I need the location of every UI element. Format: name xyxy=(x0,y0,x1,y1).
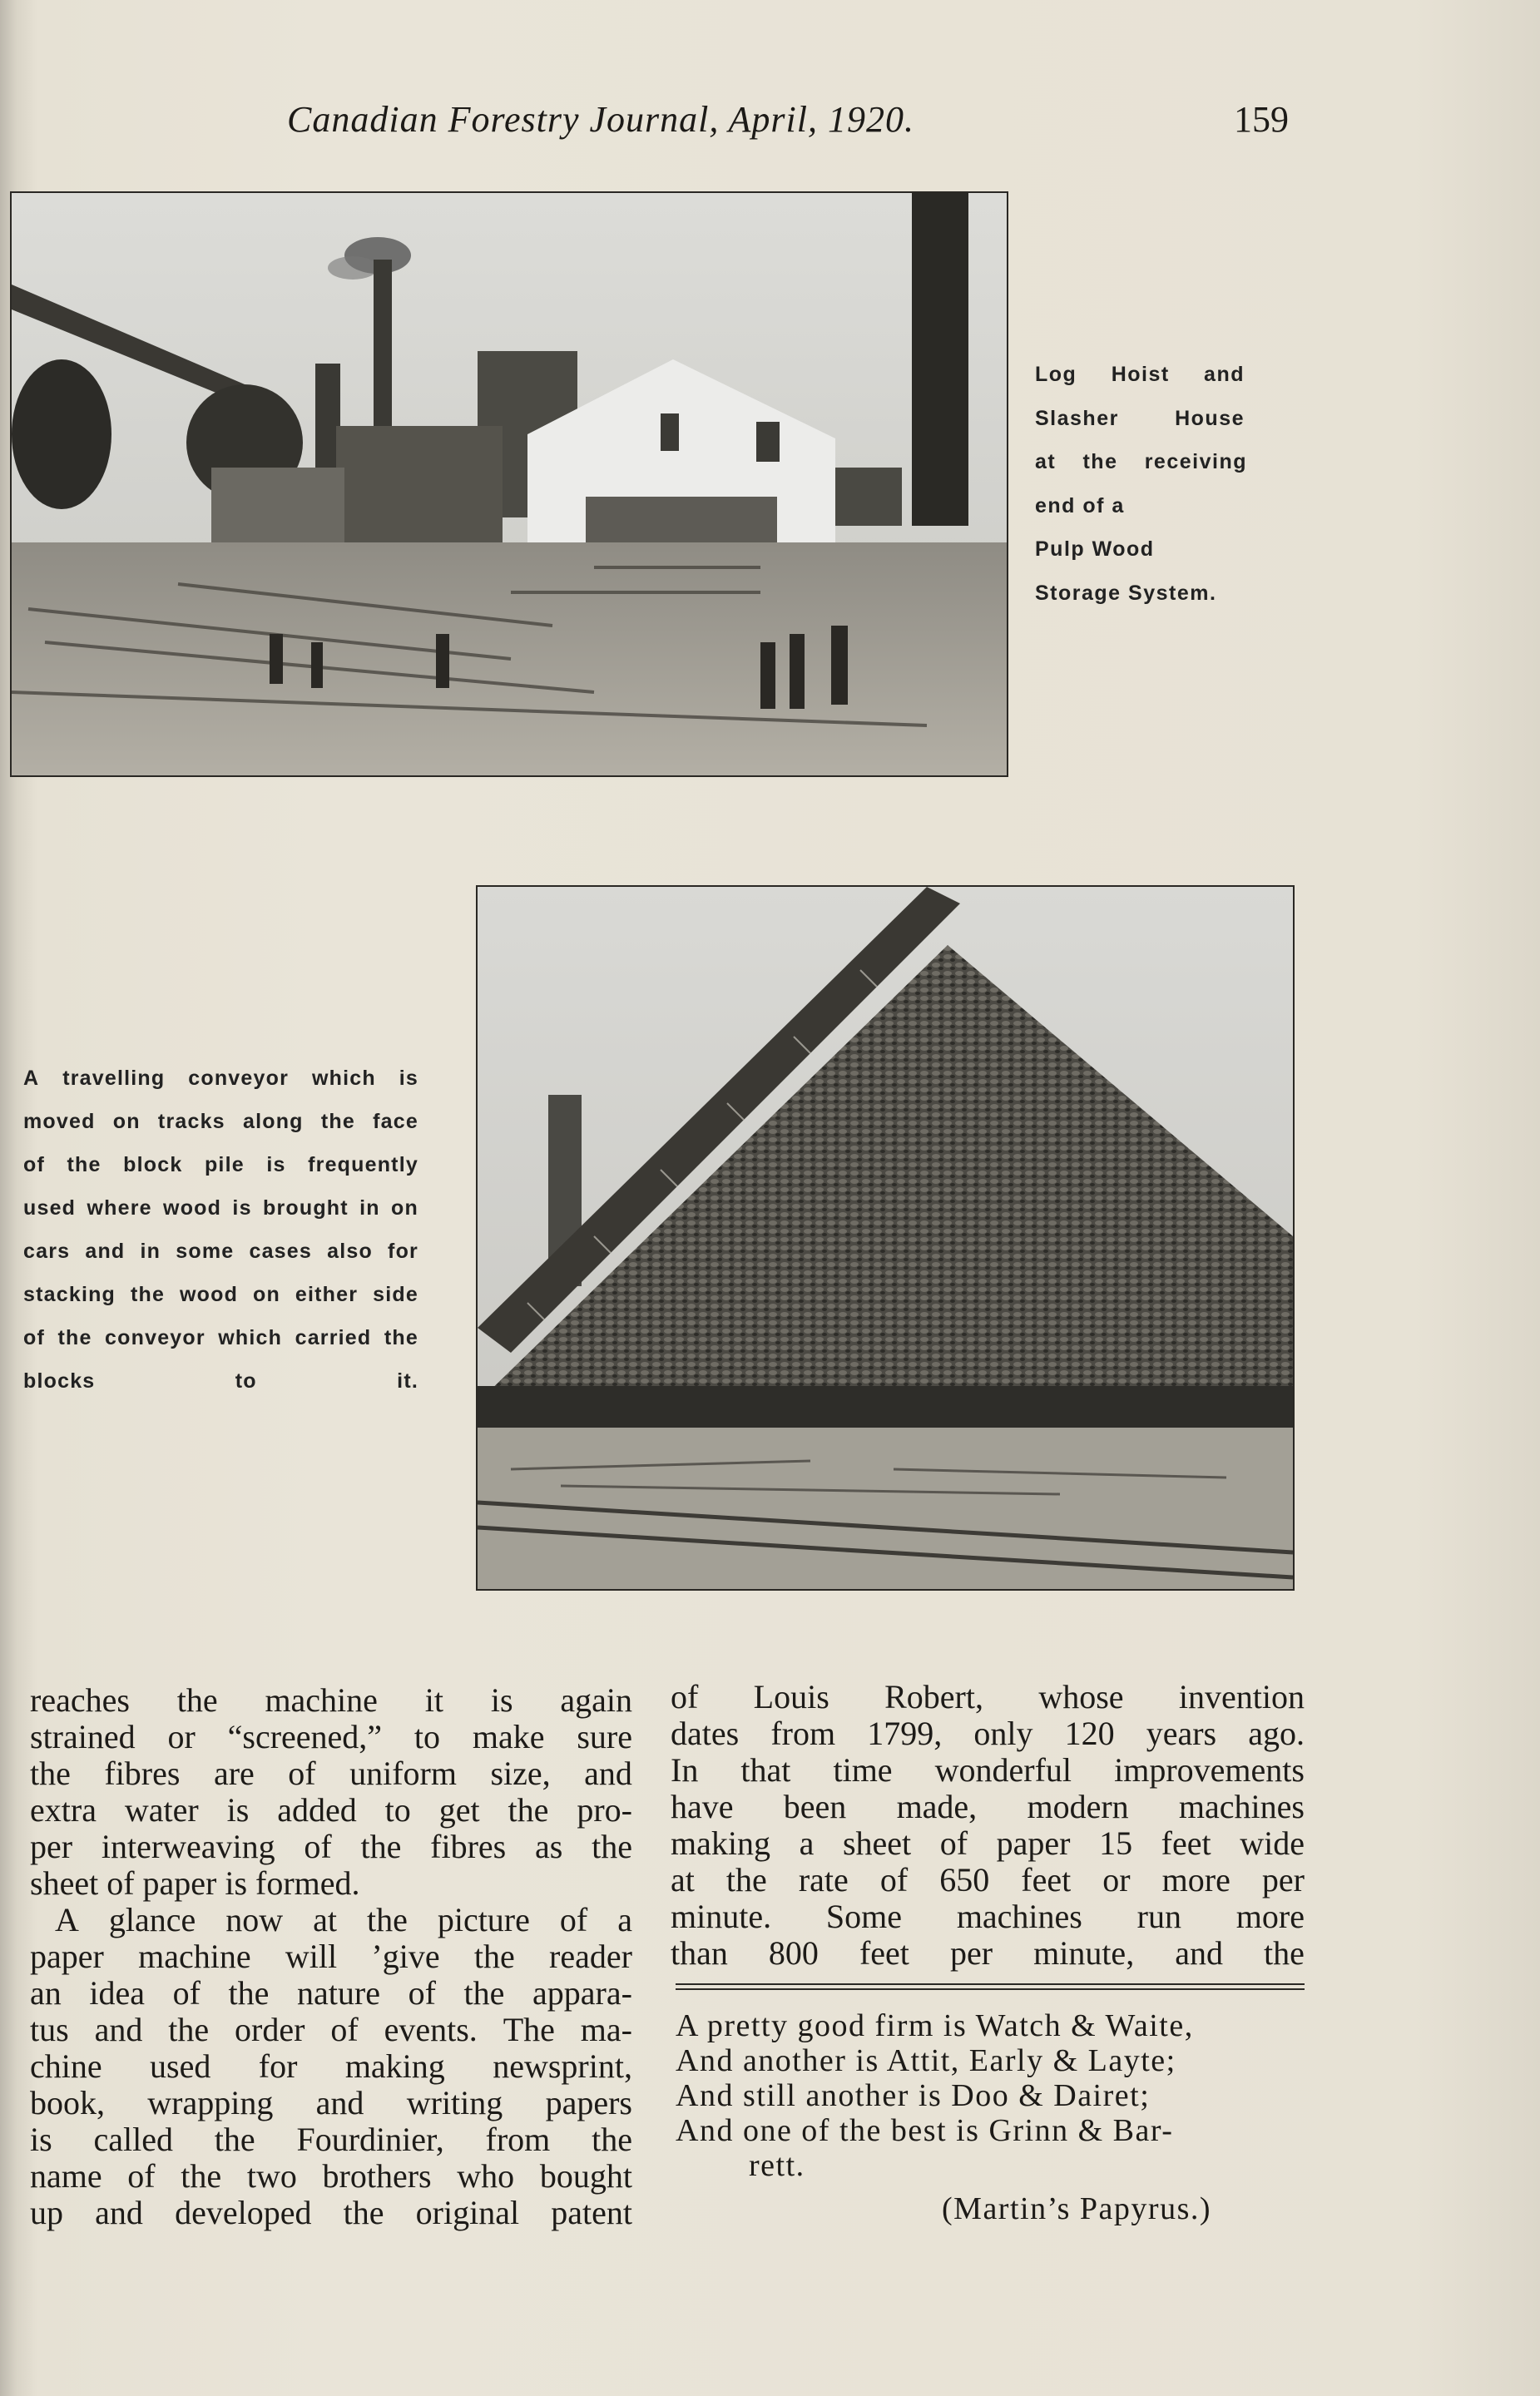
word: and xyxy=(584,1755,632,1792)
word: A xyxy=(23,1067,40,1090)
caption-line xyxy=(1035,440,1247,484)
word: per xyxy=(30,1828,73,1865)
word: size, xyxy=(490,1755,551,1792)
word: again xyxy=(560,1681,632,1719)
word: where xyxy=(87,1196,152,1220)
word: ago. xyxy=(1248,1715,1305,1752)
word: machine xyxy=(138,1938,251,1975)
double-rule-divider xyxy=(676,1983,1305,1990)
text-line: sheet of paper is formed. xyxy=(30,1864,360,1902)
word: face xyxy=(373,1110,418,1133)
word: developed xyxy=(175,2194,312,2231)
text-line xyxy=(671,1862,1305,1898)
text-line xyxy=(671,1825,1305,1862)
word: 800 xyxy=(768,1934,819,1972)
word: interweaving xyxy=(101,1828,275,1865)
word: In xyxy=(671,1751,699,1789)
word: more xyxy=(1161,1861,1231,1898)
verse-line: And still another is Doo & Dairet; xyxy=(676,2078,1151,2113)
word: as xyxy=(535,1828,563,1865)
word: used xyxy=(23,1196,77,1220)
word: or xyxy=(167,1718,196,1755)
word: of xyxy=(23,1326,45,1349)
word: minute. xyxy=(671,1898,772,1935)
word: feet xyxy=(859,1934,909,1972)
word: pile xyxy=(204,1153,245,1176)
text-line xyxy=(671,1715,1305,1752)
text-line xyxy=(30,1902,632,1938)
word: making xyxy=(671,1824,770,1862)
text-line xyxy=(671,1679,1305,1715)
caption-line xyxy=(1035,397,1245,441)
word: improvements xyxy=(1114,1751,1305,1789)
word: in xyxy=(140,1240,161,1263)
word: the xyxy=(473,1938,515,1975)
word: which xyxy=(311,1067,376,1090)
word: book, xyxy=(30,2084,105,2121)
word: dates xyxy=(671,1715,740,1752)
word: extra xyxy=(30,1791,97,1829)
word: tracks xyxy=(157,1110,225,1133)
word: at xyxy=(1035,450,1057,473)
word: from xyxy=(770,1715,836,1752)
word: brought xyxy=(262,1196,349,1220)
verse-attribution: (Martin’s Papyrus.) xyxy=(942,2191,1212,2226)
text-line xyxy=(30,2121,632,2158)
word: that xyxy=(740,1751,791,1789)
word: of xyxy=(172,1974,201,2012)
word: and xyxy=(85,1240,126,1263)
word: machines xyxy=(1178,1788,1305,1825)
word: uniform xyxy=(349,1755,457,1792)
word: brothers xyxy=(322,2157,432,2195)
word: a xyxy=(799,1824,815,1862)
word: idea xyxy=(89,1974,145,2012)
word: it xyxy=(424,1681,443,1719)
word: order xyxy=(235,2011,305,2048)
word: up xyxy=(30,2194,63,2231)
word: who xyxy=(457,2157,515,2195)
word: reader xyxy=(549,1938,632,1975)
word: “screened,” xyxy=(227,1718,383,1755)
word: moved xyxy=(23,1110,96,1133)
running-header: Canadian Forestry Journal, April, 1920. xyxy=(287,99,914,140)
word: of xyxy=(23,1153,45,1176)
word: at xyxy=(313,1901,337,1938)
word: the xyxy=(592,2121,632,2158)
word: the xyxy=(176,1681,218,1719)
word: for xyxy=(388,1240,418,1263)
word: the xyxy=(214,2121,255,2158)
word: is xyxy=(399,1067,418,1090)
word: side xyxy=(373,1283,418,1306)
word: stacking xyxy=(23,1283,116,1306)
verse-line: rett. xyxy=(749,2148,805,2183)
word: now xyxy=(225,1901,284,1938)
word: fibres xyxy=(104,1755,181,1792)
word: paper xyxy=(30,1938,104,1975)
caption-line xyxy=(23,1230,418,1273)
text-line xyxy=(30,2012,632,2048)
word: name xyxy=(30,2157,102,2195)
verse-line: And another is Attit, Early & Layte; xyxy=(676,2043,1176,2078)
word: whose xyxy=(1038,1678,1124,1715)
word: conveyor xyxy=(188,1067,290,1090)
word: is xyxy=(490,1681,513,1719)
word: newsprint, xyxy=(493,2047,632,2085)
word: ma- xyxy=(580,2011,632,2048)
word: added xyxy=(277,1791,357,1829)
word: and xyxy=(1175,1934,1223,1972)
word: the xyxy=(57,1326,92,1349)
word: the xyxy=(168,2011,210,2048)
caption-line xyxy=(23,1143,418,1186)
word: the xyxy=(228,1974,270,2012)
word: tus xyxy=(30,2011,69,2048)
photo2-caption xyxy=(23,1057,418,1403)
word: the xyxy=(1082,450,1118,473)
text-line xyxy=(30,1755,632,1792)
word: time xyxy=(833,1751,893,1789)
caption-line xyxy=(23,1100,418,1143)
word: wonderful xyxy=(934,1751,1072,1789)
text-line xyxy=(30,2048,632,2085)
word: feet xyxy=(1161,1824,1211,1862)
word: patent xyxy=(551,2194,632,2231)
word: along xyxy=(242,1110,304,1133)
word: making xyxy=(344,2047,445,2085)
word: machines xyxy=(956,1898,1082,1935)
text-line xyxy=(30,1829,632,1865)
word: of xyxy=(127,2157,156,2195)
word: sheet xyxy=(842,1824,912,1862)
word: minute, xyxy=(1033,1934,1135,1972)
word: The xyxy=(503,2011,555,2048)
text-line xyxy=(30,1938,632,1975)
word: of xyxy=(671,1678,699,1715)
word: and xyxy=(95,2194,143,2231)
word: Fourdinier, xyxy=(296,2121,444,2158)
word: cases xyxy=(249,1240,312,1263)
word: House xyxy=(1175,406,1245,430)
word: Robert, xyxy=(884,1678,983,1715)
caption-line xyxy=(23,1273,418,1316)
text-line xyxy=(671,1898,1305,1935)
word: per xyxy=(1261,1861,1305,1898)
block-pile-conveyor-photo xyxy=(476,885,1295,1591)
word: rate xyxy=(798,1861,849,1898)
word: appara- xyxy=(532,1974,632,2012)
text-line xyxy=(30,1682,632,1719)
word: the xyxy=(508,1791,549,1829)
word: reaches xyxy=(30,1681,130,1719)
word: on xyxy=(253,1283,280,1306)
word: the xyxy=(30,1755,71,1792)
text-line xyxy=(30,2085,632,2121)
word: paper xyxy=(996,1824,1071,1862)
text-line xyxy=(30,2158,632,2195)
word: writing xyxy=(406,2084,503,2121)
word: only xyxy=(973,1715,1033,1752)
word: or xyxy=(1102,1861,1131,1898)
word: picture xyxy=(437,1901,530,1938)
caption-line: Storage System. xyxy=(1035,581,1217,605)
word: called xyxy=(93,2121,173,2158)
word: Some xyxy=(825,1898,903,1935)
text-line xyxy=(30,1719,632,1755)
word: some xyxy=(176,1240,235,1263)
word: carried xyxy=(295,1326,372,1349)
word: nature xyxy=(297,1974,380,2012)
word: ’give xyxy=(371,1938,440,1975)
word: water xyxy=(124,1791,199,1829)
verse-line: And one of the best is Grinn & Bar- xyxy=(676,2113,1174,2148)
caption-line xyxy=(23,1186,418,1230)
page-number: 159 xyxy=(1234,99,1289,140)
word: 15 xyxy=(1099,1824,1133,1862)
word: of xyxy=(559,1901,588,1938)
word: the xyxy=(181,2157,222,2195)
word: 1799, xyxy=(867,1715,943,1752)
word: run xyxy=(1136,1898,1181,1935)
word: the xyxy=(366,1901,408,1938)
word: than xyxy=(671,1934,728,1972)
word: a xyxy=(617,1901,632,1938)
word: more xyxy=(1235,1898,1305,1935)
word: A xyxy=(55,1901,79,1938)
word: is xyxy=(266,1153,286,1176)
word: years xyxy=(1146,1715,1217,1752)
word: is xyxy=(30,2121,52,2158)
word: Louis xyxy=(753,1678,829,1715)
word: also xyxy=(327,1240,373,1263)
word: of xyxy=(408,1974,436,2012)
word: bought xyxy=(539,2157,632,2195)
word: chine xyxy=(30,2047,102,2085)
word: pro- xyxy=(577,1791,632,1829)
word: is xyxy=(226,1791,250,1829)
word: make xyxy=(472,1718,545,1755)
word: an xyxy=(30,1974,62,2012)
word: and xyxy=(1204,363,1245,386)
word: is xyxy=(232,1196,252,1220)
word: 120 xyxy=(1064,1715,1115,1752)
word: will xyxy=(285,1938,338,1975)
word: events. xyxy=(384,2011,478,2048)
word: block xyxy=(123,1153,183,1176)
word: on xyxy=(391,1196,418,1220)
word: of xyxy=(879,1861,909,1898)
body-column-right xyxy=(671,1679,1305,1972)
word: the xyxy=(463,1974,505,2012)
word: the xyxy=(343,2194,384,2231)
word: wood xyxy=(180,1283,239,1306)
word: to xyxy=(413,1718,441,1755)
word: the xyxy=(67,1153,102,1176)
word: invention xyxy=(1178,1678,1305,1715)
caption-line xyxy=(1035,353,1245,397)
word: two xyxy=(246,2157,297,2195)
word: been xyxy=(783,1788,847,1825)
word: of xyxy=(939,1824,968,1862)
word: travelling xyxy=(62,1067,166,1090)
word: in xyxy=(359,1196,380,1220)
word: and xyxy=(315,2084,364,2121)
word: which xyxy=(218,1326,283,1349)
word: of xyxy=(288,1755,316,1792)
word: on xyxy=(112,1110,141,1133)
word: conveyor xyxy=(105,1326,205,1349)
word: the xyxy=(592,1828,632,1865)
word: the xyxy=(130,1283,166,1306)
photo1-caption xyxy=(1035,353,1260,615)
word: for xyxy=(258,2047,298,2085)
word: have xyxy=(671,1788,734,1825)
word: made, xyxy=(896,1788,978,1825)
word: the xyxy=(360,1828,402,1865)
word: and xyxy=(94,2011,143,2048)
caption-line: blocks to it. xyxy=(23,1369,418,1393)
text-line xyxy=(671,1935,1305,1972)
caption-line xyxy=(23,1057,418,1100)
word: are xyxy=(213,1755,255,1792)
caption-line: Pulp Wood xyxy=(1035,537,1155,561)
word: to xyxy=(384,1791,411,1829)
verse-line: A pretty good firm is Watch & Waite, xyxy=(676,2008,1194,2043)
word: feet xyxy=(1021,1861,1072,1898)
log-hoist-photo xyxy=(10,191,1008,777)
word: wood xyxy=(163,1196,222,1220)
text-line xyxy=(30,2195,632,2231)
text-line xyxy=(30,1975,632,2012)
word: strained xyxy=(30,1718,136,1755)
text-line xyxy=(671,1789,1305,1825)
word: sure xyxy=(577,1718,632,1755)
text-line xyxy=(30,1792,632,1829)
word: used xyxy=(150,2047,211,2085)
word: Hoist xyxy=(1111,363,1170,386)
word: papers xyxy=(545,2084,632,2121)
word: the xyxy=(320,1110,355,1133)
text-line xyxy=(671,1752,1305,1789)
caption-line xyxy=(23,1316,418,1359)
word: fibres xyxy=(430,1828,507,1865)
word: machine xyxy=(265,1681,378,1719)
word: frequently xyxy=(308,1153,418,1176)
word: the xyxy=(1264,1934,1305,1972)
word: wrapping xyxy=(147,2084,274,2121)
word: receiving xyxy=(1144,450,1247,473)
word: wide xyxy=(1240,1824,1305,1862)
word: at xyxy=(671,1861,695,1898)
word: cars xyxy=(23,1240,71,1263)
word: of xyxy=(304,1828,332,1865)
word: the xyxy=(384,1326,418,1349)
filler-verse xyxy=(676,2008,1310,2226)
word: get xyxy=(438,1791,480,1829)
caption-line: end of a xyxy=(1035,493,1125,517)
word: Slasher xyxy=(1035,406,1119,430)
word: per xyxy=(949,1934,993,1972)
word: the xyxy=(725,1861,767,1898)
word: of xyxy=(330,2011,359,2048)
word: from xyxy=(485,2121,551,2158)
word: glance xyxy=(108,1901,196,1938)
word: Log xyxy=(1035,363,1077,386)
body-column-left xyxy=(30,1682,632,2231)
word: modern xyxy=(1027,1788,1129,1825)
word: 650 xyxy=(939,1861,990,1898)
word: either xyxy=(295,1283,359,1306)
word: original xyxy=(415,2194,520,2231)
